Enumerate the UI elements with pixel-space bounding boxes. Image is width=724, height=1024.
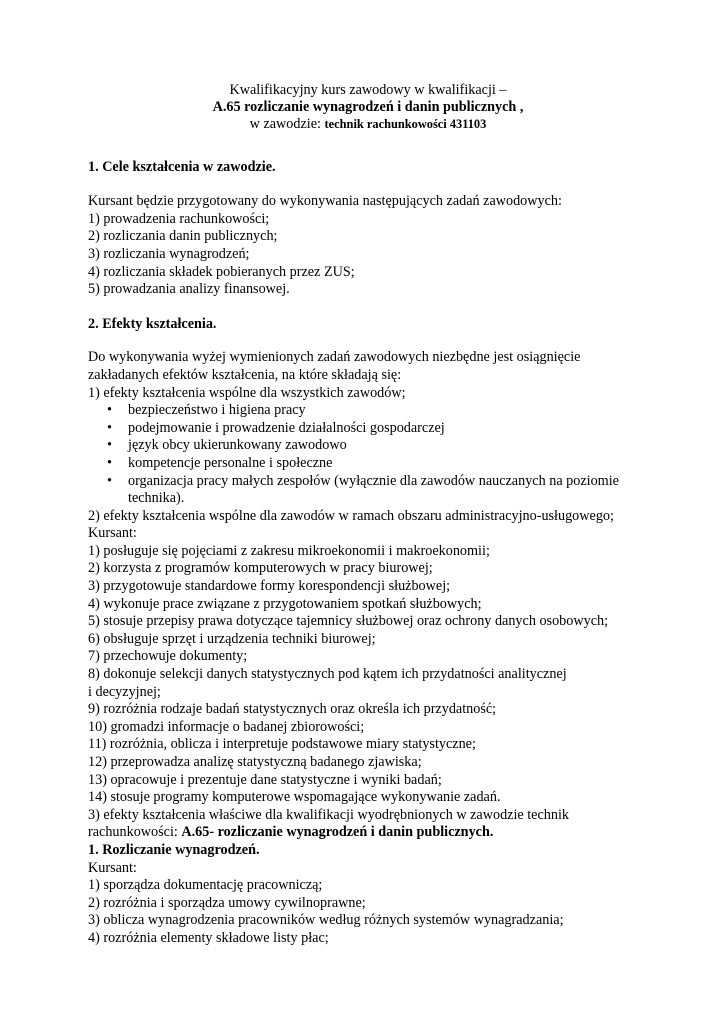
group-2-item: 4) wykonuje prace związane z przygotowaniem spotkań służbowych; <box>88 595 482 612</box>
document-header <box>88 82 648 134</box>
header-qualification-title: A.65 rozliczanie wynagrodzeń i danin publicznych , <box>212 99 524 116</box>
section-1-intro: Kursant będzie przygotowany do wykonywania następujących zadań zawodowych: <box>88 193 562 210</box>
kursant-label: Kursant: <box>88 525 137 542</box>
section-1-item: 2) rozliczania danin publicznych; <box>88 228 278 245</box>
group-2-item: 11) rozróżnia, oblicza i interpretuje podstawowe miary statystyczne; <box>88 736 476 753</box>
common-effects-list <box>88 402 648 508</box>
section-1-item: 3) rozliczania wynagrodzeń; <box>88 245 250 262</box>
list-item: • język obcy ukierunkowany zawodowo <box>88 437 648 455</box>
header-line-3 <box>88 116 648 133</box>
header-profession-prefix: w zawodzie: <box>249 116 325 133</box>
group-2-item: 5) stosuje przepisy prawa dotyczące tajemnicy służbowej oraz ochrony danych osobowych; <box>88 613 609 630</box>
group-2-item: 6) obsługuje sprzęt i urządzenia techniki biurowej; <box>88 630 376 647</box>
section-1-heading: 1. Cele kształcenia w zawodzie. <box>88 158 276 175</box>
header-line-1: Kwalifikacyjny kurs zawodowy w kwalifikacji – <box>229 82 507 98</box>
group-3-qualification: A.65- rozliczanie wynagrodzeń i danin publicznych. <box>181 824 494 841</box>
group-3-title-line-1: 3) efekty kształcenia właściwe dla kwalifikacji wyodrębnionych w zawodzie technik <box>88 806 570 823</box>
group-2-item: 1) posługuje się pojęciami z zakresu mikroekonomii i makroekonomii; <box>88 542 490 559</box>
group-2-item: 9) rozróżnia rodzaje badań statystycznych oraz określa ich przydatność; <box>88 701 497 718</box>
section-1-item: 1) prowadzenia rachunkowości; <box>88 210 270 227</box>
section-2-intro-line-2: zakładanych efektów kształcenia, na które składają się: <box>88 366 402 383</box>
header-profession: technik rachunkowości 431103 <box>324 117 487 132</box>
group-2-item: 8) dokonuje selekcji danych statystycznych pod kątem ich przydatności analitycznej <box>88 666 567 683</box>
kursant-label: Kursant: <box>88 859 137 876</box>
section-1-item: 5) prowadzania analizy finansowej. <box>88 281 290 298</box>
group-2-item: 3) przygotowuje standardowe formy korespondencji służbowej; <box>88 578 451 595</box>
document-page <box>88 82 648 948</box>
list-item: • podejmowanie i prowadzenie działalności gospodarczej <box>88 420 648 438</box>
group-2-item: 12) przeprowadza analizę statystyczną badanego zjawiska; <box>88 754 422 771</box>
group-2-item: 2) korzysta z programów komputerowych w pracy biurowej; <box>88 560 433 577</box>
group-3-prefix: rachunkowości: <box>88 824 182 841</box>
list-item: • organizacja pracy małych zespołów (wyłącznie dla zawodów nauczanych na poziomie technika). <box>88 473 648 508</box>
group-2-title: 2) efekty kształcenia wspólne dla zawodów w ramach obszaru administracyjno-usługowego; <box>88 507 614 524</box>
list-item: • kompetencje personalne i społeczne <box>88 455 648 473</box>
list-item: • bezpieczeństwo i higiena pracy <box>88 402 648 420</box>
group-2-item: 14) stosuje programy komputerowe wspomagające wykonywanie zadań. <box>88 789 501 806</box>
group-2-item: 13) opracowuje i prezentuje dane statystyczne i wyniki badań; <box>88 771 442 788</box>
section-2-heading: 2. Efekty kształcenia. <box>88 315 217 332</box>
group-2-item: 10) gromadzi informacje o badanej zbiorowości; <box>88 718 365 735</box>
group-3-item: 4) rozróżnia elementy składowe listy płac; <box>88 929 329 946</box>
section-1-item: 4) rozliczania składek pobieranych przez ZUS; <box>88 263 355 280</box>
group-3-title-line-2 <box>88 824 648 842</box>
group-3-item: 1) sporządza dokumentację pracowniczą; <box>88 877 323 894</box>
group-3-item: 3) oblicza wynagrodzenia pracowników według różnych systemów wynagradzania; <box>88 912 564 929</box>
sub-heading: 1. Rozliczanie wynagrodzeń. <box>88 841 260 858</box>
section-2-intro-line-1: Do wykonywania wyżej wymienionych zadań zawodowych niezbędne jest osiągnięcie <box>88 349 581 366</box>
group-2-item: i decyzyjnej; <box>88 683 161 700</box>
group-3-item: 2) rozróżnia i sporządza umowy cywilnoprawne; <box>88 894 366 911</box>
group-1-title: 1) efekty kształcenia wspólne dla wszystkich zawodów; <box>88 384 406 401</box>
group-2-item: 7) przechowuje dokumenty; <box>88 648 248 665</box>
